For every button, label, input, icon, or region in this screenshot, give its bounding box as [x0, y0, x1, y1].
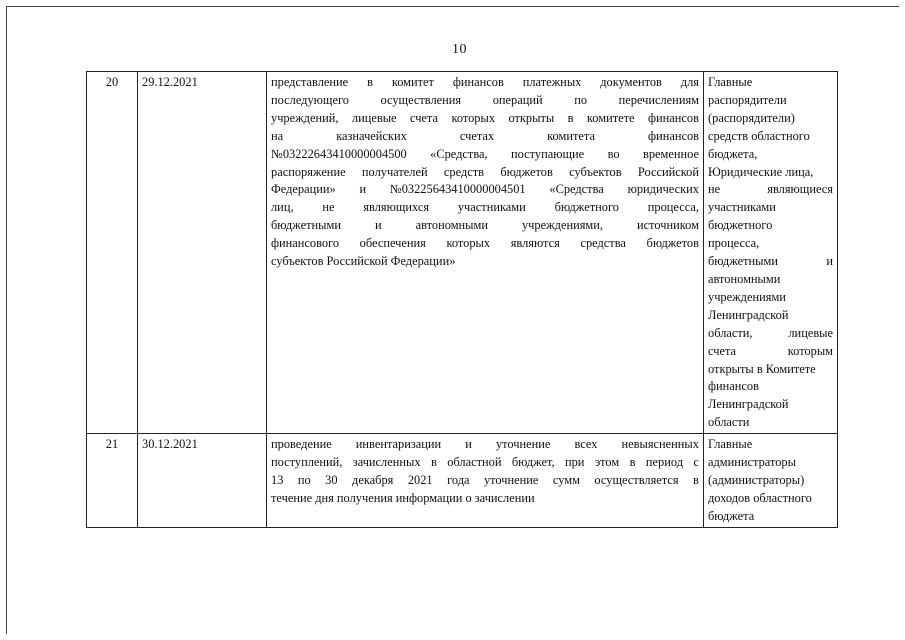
word: всех: [574, 437, 598, 452]
word: счета: [409, 110, 439, 125]
word: в: [567, 110, 574, 125]
word: счетах: [459, 128, 495, 143]
word: платежных: [522, 75, 582, 89]
row-responsible: [704, 434, 838, 528]
row-description: [267, 434, 704, 528]
word: №03222643410000004500: [271, 146, 407, 161]
word: средств: [443, 164, 485, 179]
word: лицевые: [788, 325, 833, 340]
description-line: [271, 164, 699, 182]
word: учреждениями,: [521, 218, 604, 233]
word: Российской: [637, 164, 699, 179]
word: финансов: [452, 75, 504, 89]
word: лиц,: [271, 200, 294, 215]
word: бюджетов: [500, 164, 553, 179]
responsible-line: доходов областного: [708, 490, 812, 505]
description-line: [271, 146, 699, 164]
responsible-line: [708, 343, 833, 361]
word: счета: [708, 343, 737, 358]
word: юридических: [627, 182, 699, 197]
row-date: 29.12.2021: [138, 72, 267, 434]
word: в: [693, 472, 699, 487]
word: обеспечения: [359, 236, 426, 251]
word: последующего: [271, 92, 349, 107]
description-line: [271, 110, 699, 128]
word: осуществления: [380, 92, 462, 107]
description-line: [271, 181, 699, 199]
word: бюджетов: [646, 236, 699, 251]
word: по: [297, 472, 311, 487]
responsible-line: средств областного: [708, 128, 810, 143]
responsible-line: (администраторы): [708, 472, 805, 487]
word: декабря: [352, 472, 394, 487]
word: финансового: [271, 236, 340, 251]
description-line: [271, 92, 699, 110]
word: для: [680, 75, 699, 89]
word: на: [271, 128, 284, 143]
word: распоряжение: [271, 164, 346, 179]
description-line: течение дня получения информации о зачислении: [271, 490, 535, 505]
word: документов: [600, 75, 662, 89]
responsible-line: бюджетного: [708, 218, 773, 233]
word: Федерации»: [271, 182, 336, 197]
word: бюджет,: [511, 455, 555, 470]
description-line: [271, 454, 699, 472]
description-line: [271, 128, 699, 146]
word: получателей: [361, 164, 428, 179]
word: являются: [510, 236, 560, 251]
word: временное: [642, 146, 699, 161]
description-line: [271, 436, 699, 454]
word: «Средства,: [430, 146, 488, 161]
word: зачисленных: [352, 455, 421, 470]
word: период: [645, 455, 684, 470]
responsible-line: автономными: [708, 271, 781, 286]
word: областной: [447, 455, 502, 470]
word: сумм: [552, 472, 580, 487]
description-line: [271, 199, 699, 217]
word: этом: [594, 455, 620, 470]
row-responsible: [704, 72, 838, 434]
word: участниками: [457, 200, 526, 215]
page-number: 10: [452, 42, 467, 57]
word: во: [607, 146, 620, 161]
word: 2021: [407, 472, 433, 487]
word: средства: [580, 236, 626, 251]
responsible-line: Ленинградской: [708, 397, 789, 412]
word: по: [574, 92, 588, 107]
responsible-line: [708, 325, 833, 343]
table-row: [87, 434, 838, 528]
row-date: 30.12.2021: [138, 434, 267, 528]
word: при: [564, 455, 585, 470]
responsible-line: [708, 181, 833, 199]
responsible-line: Юридические лица,: [708, 164, 814, 179]
word: осуществляется: [594, 472, 679, 487]
responsible-line: финансов: [708, 379, 759, 394]
word: №03225643410000004501: [389, 182, 526, 197]
word: являющихся: [363, 200, 430, 215]
word: комитета: [547, 128, 595, 143]
responsible-line: процесса,: [708, 236, 760, 251]
word: и: [465, 437, 472, 452]
word: уточнение: [483, 472, 539, 487]
word: которым: [787, 343, 833, 358]
word: бюджетными: [271, 218, 341, 233]
responsible-line: области: [708, 415, 750, 430]
word: комитет: [391, 75, 434, 89]
word: в: [629, 455, 636, 470]
word: и: [359, 182, 367, 197]
description-line: [271, 74, 699, 92]
row-description: [267, 72, 704, 434]
word: 30: [325, 472, 338, 487]
word: не: [322, 200, 335, 215]
responsible-line: [708, 253, 833, 271]
word: в: [430, 455, 437, 470]
row-number: 20: [87, 72, 138, 434]
word: поступлений,: [271, 455, 343, 470]
row-number: 21: [87, 434, 138, 528]
word: и: [826, 254, 833, 269]
word: проведение: [271, 437, 332, 452]
word: бюджетного: [554, 200, 619, 215]
responsible-line: (распорядители): [708, 110, 795, 125]
responsible-line: администраторы: [708, 455, 796, 470]
schedule-table: [86, 71, 838, 528]
word: источником: [637, 218, 699, 233]
word: 13: [271, 472, 284, 487]
word: поступающие: [511, 146, 585, 161]
word: перечислениям: [618, 92, 699, 107]
word: и: [374, 218, 382, 233]
word: бюджетными: [708, 254, 778, 269]
responsible-line: учреждениями: [708, 289, 786, 304]
word: открыты: [508, 110, 555, 125]
word: комитете: [586, 110, 635, 125]
responsible-line: бюджета,: [708, 146, 758, 161]
word: операций: [492, 92, 543, 107]
word: казначейских: [336, 128, 407, 143]
responsible-line: распорядители: [708, 92, 787, 107]
word: в: [367, 75, 373, 89]
word: учреждений,: [271, 110, 339, 125]
responsible-line: открыты в Комитете: [708, 361, 816, 376]
word: инвентаризации: [355, 437, 442, 452]
responsible-line: Ленинградской: [708, 307, 789, 322]
word: которых: [446, 236, 491, 251]
responsible-line: участниками: [708, 200, 776, 215]
description-line: [271, 235, 699, 253]
word: которых: [451, 110, 496, 125]
word: представление: [271, 75, 349, 89]
responsible-line: Главные: [708, 437, 753, 452]
responsible-line: Главные: [708, 75, 753, 89]
word: невыясненных: [621, 437, 699, 452]
responsible-line: бюджета: [708, 508, 755, 523]
word: области,: [708, 325, 753, 340]
word: автономными: [415, 218, 488, 233]
word: финансов: [648, 128, 699, 143]
word: уточнение: [495, 437, 551, 452]
word: года: [447, 472, 470, 487]
table-row: [87, 72, 838, 434]
word: не: [708, 182, 721, 197]
description-line: [271, 472, 699, 490]
word: лицевые: [351, 110, 397, 125]
description-line: субъектов Российской Федерации»: [271, 254, 456, 269]
word: являющиеся: [767, 182, 833, 197]
word: субъектов: [569, 164, 622, 179]
word: с: [693, 455, 699, 470]
word: процесса,: [647, 200, 699, 215]
word: «Средства: [549, 182, 604, 197]
word: финансов: [647, 110, 699, 125]
description-line: [271, 217, 699, 235]
